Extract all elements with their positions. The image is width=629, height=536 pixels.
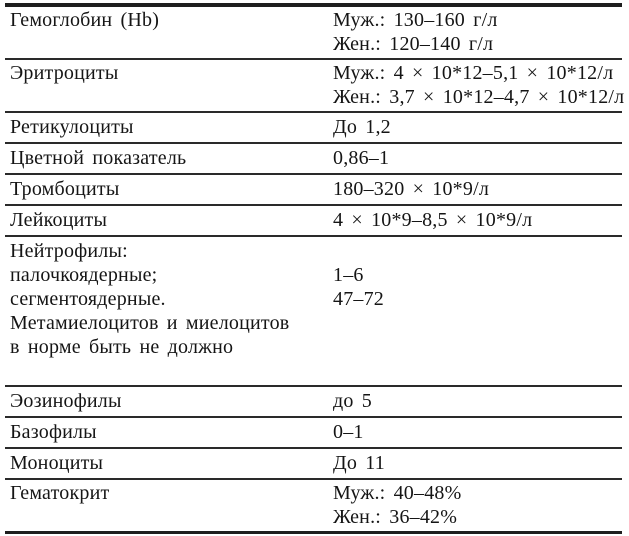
parameter-line: палочкоядерные; — [10, 264, 158, 286]
parameter-label: Базофилы — [10, 421, 97, 443]
value-line: Жен.: 3,7 × 10*12–4,7 × 10*12/л — [333, 86, 625, 108]
parameter-line: в норме быть не должно — [10, 336, 234, 358]
table-row-hematocrit — [5, 479, 622, 533]
value-line: 0–1 — [333, 421, 364, 443]
parameter-cell — [5, 112, 332, 143]
parameter-cell — [5, 236, 332, 386]
value-cell — [332, 59, 625, 112]
value-cell — [332, 174, 622, 205]
parameter-line: Метамиелоцитов и миелоцитов — [10, 312, 290, 334]
parameter-cell — [5, 448, 332, 479]
parameter-label: Эозинофилы — [10, 390, 122, 412]
parameter-cell — [5, 479, 332, 533]
value-line: До 1,2 — [333, 116, 391, 138]
value-line — [333, 239, 622, 263]
value-cell — [332, 205, 622, 236]
table-row-eosinophils — [5, 386, 622, 417]
value-cell — [332, 112, 622, 143]
parameter-label: Моноциты — [10, 452, 104, 474]
table-row-leukocytes — [5, 205, 622, 236]
value-line: до 5 — [333, 390, 372, 412]
table-row-hemoglobin — [5, 5, 622, 59]
parameter-line: Нейтрофилы: — [10, 240, 128, 262]
value-line: 47–72 — [333, 288, 384, 310]
parameter-label: Гематокрит — [10, 482, 110, 504]
value-line: Муж.: 4 × 10*12–5,1 × 10*12/л — [333, 62, 614, 84]
value-cell — [332, 479, 622, 533]
value-cell — [332, 143, 622, 174]
table-row-reticulocytes — [5, 112, 622, 143]
value-cell — [332, 236, 622, 386]
value-line: Жен.: 36–42% — [333, 506, 458, 528]
table-row-neutrophils — [5, 236, 622, 386]
value-line: 1–6 — [333, 264, 364, 286]
parameter-cell — [5, 143, 332, 174]
value-cell — [332, 5, 622, 59]
parameter-label: Эритроциты — [10, 62, 119, 84]
blood-test-norms-table — [5, 3, 625, 534]
table-row-basophils — [5, 417, 622, 448]
table-row-monocytes — [5, 448, 622, 479]
parameter-cell — [5, 59, 332, 112]
value-line: 4 × 10*9–8,5 × 10*9/л — [333, 209, 533, 231]
table-row-erythrocytes — [5, 59, 622, 112]
parameter-line: сегментоядерные. — [10, 288, 166, 310]
table-row-color-index — [5, 143, 622, 174]
value-cell — [332, 448, 622, 479]
table-row-platelets — [5, 174, 622, 205]
parameter-cell — [5, 174, 332, 205]
value-line: Жен.: 120–140 г/л — [333, 33, 494, 55]
parameter-cell — [5, 417, 332, 448]
value-cell — [332, 386, 622, 417]
value-line: 0,86–1 — [333, 147, 390, 169]
parameter-label: Лейкоциты — [10, 209, 108, 231]
value-cell — [332, 417, 622, 448]
parameter-label: Цветной показатель — [10, 147, 187, 169]
parameter-cell — [5, 5, 332, 59]
parameter-label: Тромбоциты — [10, 178, 120, 200]
value-line: Муж.: 130–160 г/л — [333, 9, 498, 31]
parameter-label: Ретикулоциты — [10, 116, 134, 138]
parameter-cell — [5, 205, 332, 236]
parameter-cell — [5, 386, 332, 417]
value-line: Муж.: 40–48% — [333, 482, 462, 504]
value-line: 180–320 × 10*9/л — [333, 178, 490, 200]
parameter-label: Гемоглобин (Hb) — [10, 9, 160, 31]
value-line: До 11 — [333, 452, 385, 474]
